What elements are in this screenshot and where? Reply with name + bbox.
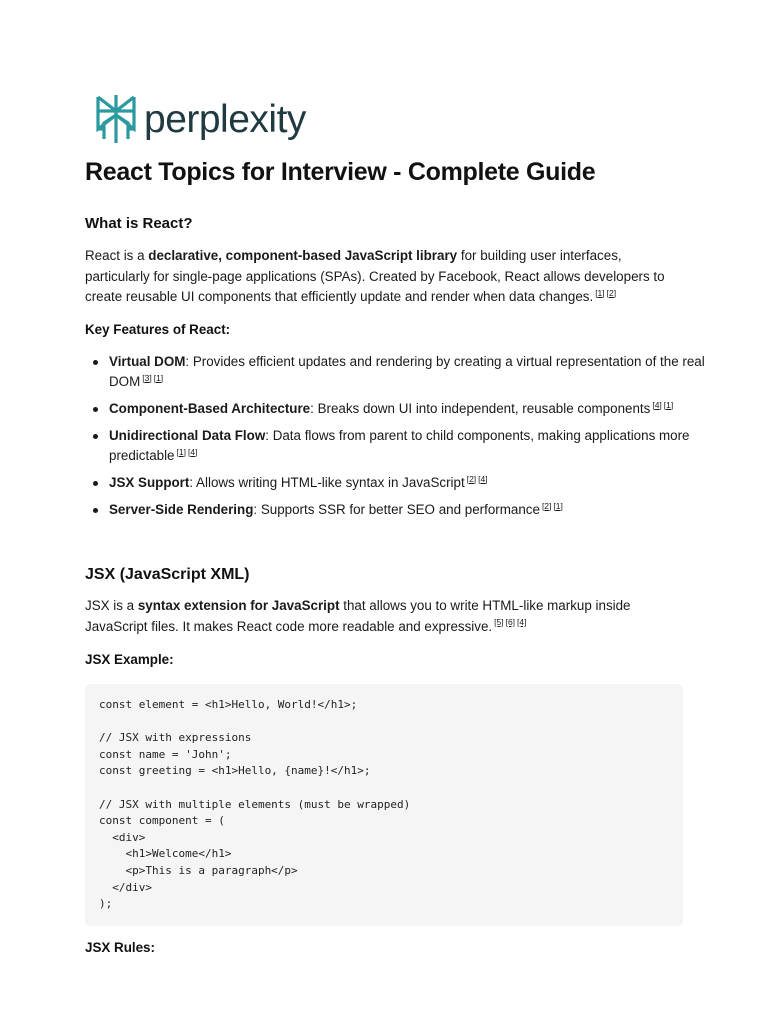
list-item: JSX Support: Allows writing HTML-like syntax in JavaScript [2] [4] [109, 473, 709, 493]
bullet-icon [93, 434, 98, 439]
citation-link[interactable]: [1] [553, 500, 563, 511]
list-item: Server-Side Rendering: Supports SSR for better SEO and performance [2] [1] [109, 500, 709, 520]
heading-jsx-rules: JSX Rules: [85, 940, 155, 955]
citation-link[interactable]: [4] [652, 399, 662, 410]
citation-link[interactable]: [4] [478, 473, 488, 484]
page-title: React Topics for Interview - Complete Guide [85, 158, 596, 186]
citation-link[interactable]: [2] [466, 473, 477, 484]
bullet-icon [93, 407, 98, 412]
citation-link[interactable]: [1] [176, 446, 186, 457]
bullet-icon [93, 508, 98, 513]
list-item: Unidirectional Data Flow: Data flows from parent to child components, making applications more predictable [1] [4] [109, 426, 709, 466]
bold-phrase: syntax extension for JavaScript [137, 598, 340, 613]
bullet-icon [93, 481, 98, 486]
citation-link[interactable]: [4] [517, 617, 527, 628]
citation-link[interactable]: [3] [142, 372, 152, 383]
paragraph-what-is-react: React is a declarative, component-based JavaScript library for building user interfaces, particularly for single-page applications (SPAs). Created by Facebook, React allows developers to create reusable UI components that efficiently update and render when data changes. [1] [2] [85, 248, 665, 304]
perplexity-logo-icon [94, 93, 138, 145]
heading-key-features: Key Features of React: [85, 322, 231, 337]
perplexity-logo [94, 93, 306, 145]
logo-wordmark: perplexity [144, 97, 306, 141]
citation-link[interactable]: [2] [541, 500, 552, 511]
key-features-list [85, 352, 709, 527]
citation-link[interactable]: [6] [505, 617, 516, 628]
heading-jsx: JSX (JavaScript XML) [85, 566, 250, 583]
bold-phrase: declarative, component-based JavaScript library [148, 248, 458, 263]
citation-link[interactable]: [4] [187, 446, 198, 457]
citation-link[interactable]: [1] [595, 287, 605, 298]
list-item: Virtual DOM: Provides efficient updates and rendering by creating a virtual representation of the real DOM [3] [1] [109, 352, 709, 392]
citation-link[interactable]: [5] [494, 617, 504, 628]
paragraph-jsx: JSX is a syntax extension for JavaScript that allows you to write HTML-like markup inside JavaScript files. It makes React code more readable and expressive. [5] [6] [4] [85, 598, 631, 634]
code-block: const element = <h1>Hello, World!</h1>; // JSX with expressions const name = 'John'; const greeting = <h1>Hello, {name}!</h1>; // JSX with multiple elements (must be wrapped) const component = ( <div> <h1>Welcome</h1> <p>This is a paragraph</p> </div> ); [85, 684, 683, 926]
list-item: Component-Based Architecture: Breaks down UI into independent, reusable components [4] [1] [109, 399, 709, 419]
bullet-icon [93, 360, 98, 365]
heading-what-is-react: What is React? [85, 215, 193, 232]
citation-link[interactable]: [1] [153, 372, 164, 383]
heading-jsx-example: JSX Example: [85, 652, 174, 667]
citation-link[interactable]: [1] [663, 399, 674, 410]
citation-link[interactable]: [2] [606, 287, 617, 298]
